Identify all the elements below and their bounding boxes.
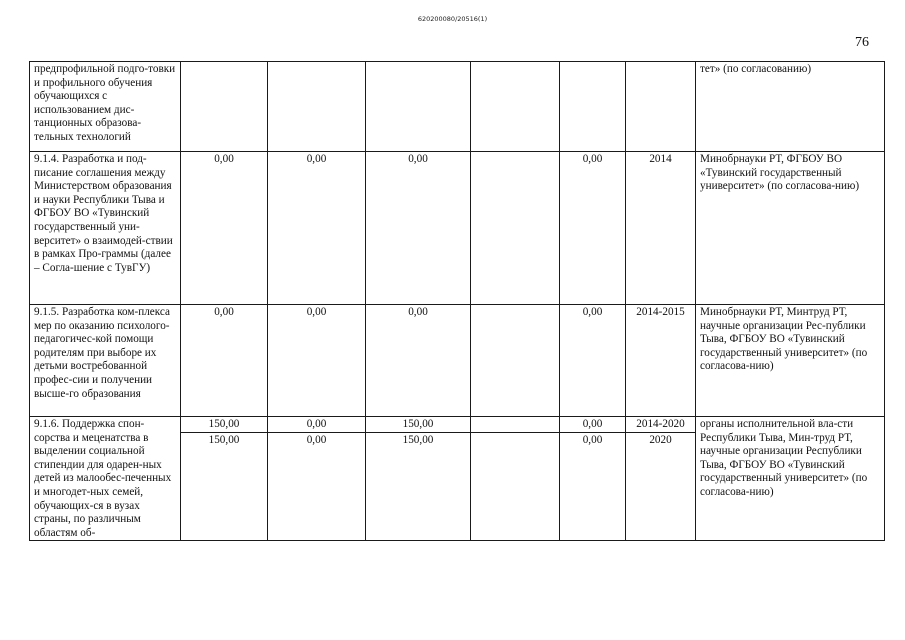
funding-federal-cell: 0,00 bbox=[268, 152, 366, 305]
funding-local-cell bbox=[471, 62, 560, 152]
funding-extrabudget-cell: 0,00 bbox=[560, 417, 626, 433]
term-cell: 2014-2015 bbox=[626, 305, 696, 417]
page-number: 76 bbox=[855, 35, 869, 50]
funding-republic-cell: 150,00 bbox=[366, 433, 471, 541]
activity-description: 9.1.4. Разработка и под-писание соглашения между Министерством образования и науки Республики Тыва и ФГБОУ ВО «Тувинский государственный уни-верситет» о взаимодей-ствии в рамках Про-граммы (далее – Согла-шение с ТувГУ) bbox=[30, 152, 181, 305]
funding-republic-cell: 0,00 bbox=[366, 152, 471, 305]
executor-cell: тет» (по согласованию) bbox=[696, 62, 885, 152]
funding-total-cell bbox=[181, 62, 268, 152]
funding-republic-cell bbox=[366, 62, 471, 152]
executor-cell: Минобрнауки РТ, Минтруд РТ, научные организации Рес-публики Тыва, ФГБОУ ВО «Тувинский государственный университет» (по согласова-нию) bbox=[696, 305, 885, 417]
table-row bbox=[30, 152, 885, 305]
funding-federal-cell bbox=[268, 62, 366, 152]
funding-extrabudget-cell: 0,00 bbox=[560, 152, 626, 305]
table-row bbox=[30, 305, 885, 417]
activity-description: предпрофильной подго-товки и профильного обучения обучающихся с использованием дис-танционных образова-тельных технологий bbox=[30, 62, 181, 152]
funding-republic-cell: 150,00 bbox=[366, 417, 471, 433]
table-row bbox=[30, 417, 885, 433]
document-id: 620200080/20516(1) bbox=[417, 15, 488, 23]
funding-local-cell bbox=[471, 152, 560, 305]
funding-federal-cell: 0,00 bbox=[268, 305, 366, 417]
term-cell: 2014 bbox=[626, 152, 696, 305]
executor-cell: Минобрнауки РТ, ФГБОУ ВО «Тувинский государственный университет» (по согласова-нию) bbox=[696, 152, 885, 305]
funding-federal-cell: 0,00 bbox=[268, 417, 366, 433]
funding-total-cell: 150,00 bbox=[181, 417, 268, 433]
funding-republic-cell: 0,00 bbox=[366, 305, 471, 417]
executor-cell: органы исполнительной вла-сти Республики Тыва, Мин-труд РТ, научные организации Республики Тыва, ФГБОУ ВО «Тувинский государственный университет» (по согласова-нию) bbox=[696, 417, 885, 541]
term-cell bbox=[626, 62, 696, 152]
funding-total-cell: 150,00 bbox=[181, 433, 268, 541]
funding-extrabudget-cell: 0,00 bbox=[560, 433, 626, 541]
activity-description: 9.1.6. Поддержка спон-сорства и меценатства в выделении социальной стипендии для одарен-ных детей из малообес-печенных и многодет-ных семей, обучающих-ся в вузах страны, по различным областям об- bbox=[30, 417, 181, 541]
funding-federal-cell: 0,00 bbox=[268, 433, 366, 541]
funding-local-cell bbox=[471, 417, 560, 433]
term-cell: 2014-2020 bbox=[626, 417, 696, 433]
funding-total-cell: 0,00 bbox=[181, 305, 268, 417]
funding-extrabudget-cell bbox=[560, 62, 626, 152]
funding-local-cell bbox=[471, 433, 560, 541]
activity-description: 9.1.5. Разработка ком-плекса мер по оказанию психолого-педагогичес-кой помощи родителям при выборе их детьми востребованной профес-сии и получении высше-го образования bbox=[30, 305, 181, 417]
funding-local-cell bbox=[471, 305, 560, 417]
term-cell: 2020 bbox=[626, 433, 696, 541]
program-activities-table bbox=[29, 61, 885, 541]
funding-total-cell: 0,00 bbox=[181, 152, 268, 305]
table-row bbox=[30, 62, 885, 152]
funding-extrabudget-cell: 0,00 bbox=[560, 305, 626, 417]
